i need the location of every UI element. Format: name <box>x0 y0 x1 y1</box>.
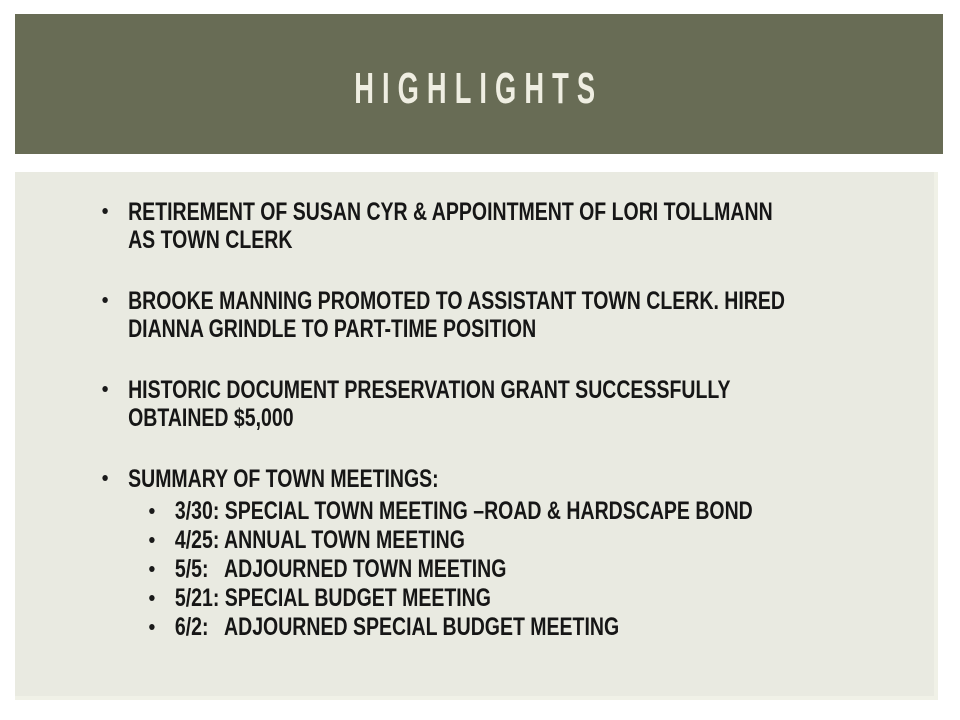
bullet-list <box>15 198 935 642</box>
sub-list-item <box>128 613 935 642</box>
bullet-text-line: HISTORIC DOCUMENT PRESERVATION GRANT SUCCESSFULLY <box>128 376 731 404</box>
body-panel <box>15 172 938 700</box>
bullet-marker-icon <box>149 595 154 601</box>
slide-title: HIGHLIGHTS <box>354 64 604 113</box>
sub-list-item <box>128 584 935 613</box>
bullet-text-line: DIANNA GRINDLE TO PART-TIME POSITION <box>128 315 537 343</box>
slide-content <box>15 198 935 642</box>
bullet-text-line: RETIREMENT OF SUSAN CYR & APPOINTMENT OF LORI TOLLMANN <box>128 198 773 226</box>
sub-list-item <box>128 526 935 555</box>
sub-list-item <box>128 555 935 584</box>
bullet-marker-icon <box>102 386 107 392</box>
title-band <box>15 14 943 154</box>
bullet-marker-icon <box>149 537 154 543</box>
sub-bullet-list <box>128 497 935 642</box>
bullet-marker-icon <box>149 624 154 630</box>
sub-bullet-text: 6/2: ADJOURNED SPECIAL BUDGET MEETING <box>174 613 620 641</box>
bullet-marker-icon <box>149 508 154 514</box>
list-item <box>15 465 935 642</box>
bullet-marker-icon <box>102 297 107 303</box>
list-item <box>15 287 935 343</box>
bullet-text-line: SUMMARY OF TOWN MEETINGS: <box>128 465 439 493</box>
sub-bullet-text: 4/25: ANNUAL TOWN MEETING <box>174 526 465 554</box>
sub-bullet-text: 5/5: ADJOURNED TOWN MEETING <box>174 555 507 583</box>
bullet-text-line: BROOKE MANNING PROMOTED TO ASSISTANT TOWN CLERK. HIRED <box>128 287 785 315</box>
list-item <box>15 198 935 254</box>
bullet-text-line: OBTAINED $5,000 <box>128 404 294 432</box>
bullet-marker-icon <box>149 566 154 572</box>
sub-bullet-text: 3/30: SPECIAL TOWN MEETING –ROAD & HARDSCAPE BOND <box>174 497 753 525</box>
bullet-text-line: AS TOWN CLERK <box>128 226 293 254</box>
bullet-marker-icon <box>102 475 107 481</box>
list-item <box>15 376 935 432</box>
sub-list-item <box>128 497 935 526</box>
sub-bullet-text: 5/21: SPECIAL BUDGET MEETING <box>174 584 491 612</box>
bullet-marker-icon <box>102 208 107 214</box>
